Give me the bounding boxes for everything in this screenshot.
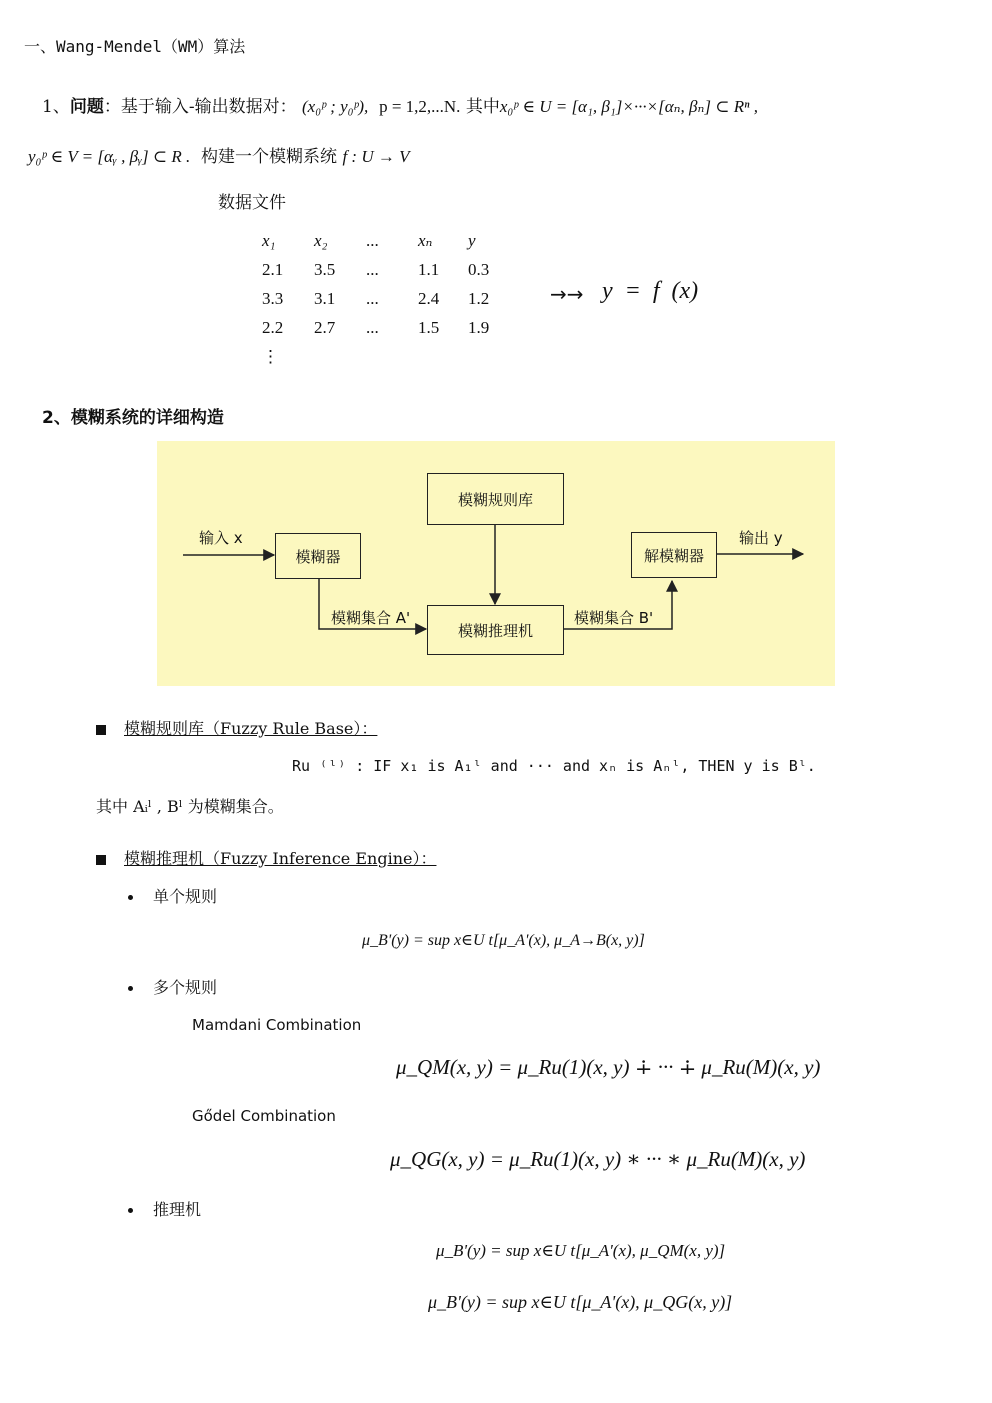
table-continuation-row	[262, 342, 520, 371]
table-cell: 1.1	[418, 259, 440, 279]
input-label: 输入 x	[199, 529, 243, 547]
table-cell: 0.3	[468, 259, 490, 279]
table-row	[262, 313, 520, 342]
problem-line-1	[42, 92, 758, 117]
engine-formula-1: μ_B'(y) = sup x∈U t[μ_A'(x), μ_QM(x, y)]	[436, 1241, 726, 1260]
fuzzy-set-b-label: 模糊集合 B'	[574, 609, 654, 627]
y-domain: y₀ᵖ ∈ V = [αᵧ , βᵧ] ⊂ R .	[28, 147, 191, 166]
engine-item	[128, 1197, 201, 1220]
result-formula: y = f (x)	[602, 278, 699, 304]
mamdani-label: Mamdani Combination	[192, 1016, 362, 1034]
single-rule-item	[128, 884, 217, 907]
datafile-label: 数据文件	[218, 193, 286, 213]
godel-formula: μ_QG(x, y) = μ_Ru(1)(x, y) ∗ ··· ∗ μ_Ru(M)(x, y)	[390, 1147, 806, 1171]
table-cell: 2.4	[418, 288, 440, 308]
double-arrow-icon: →→	[550, 282, 584, 306]
rule-base-item	[96, 716, 377, 739]
table-cell: 2.1	[262, 259, 284, 279]
construct-text: 构建一个模糊系统	[201, 147, 338, 167]
square-bullet-icon	[96, 855, 106, 865]
vertical-ellipsis: ⋮	[262, 346, 279, 366]
data-pair: (x₀ᵖ ; y₀ᵖ),	[301, 97, 369, 116]
table-cell: ...	[366, 317, 379, 337]
p-range: p = 1,2,...N.	[379, 97, 461, 116]
problem-label: 问题	[69, 97, 104, 117]
col-header: x₁	[262, 230, 276, 250]
dot-bullet-icon	[128, 986, 133, 991]
inference-engine-box: 模糊推理机	[427, 605, 564, 655]
section-2-heading: 2、模糊系统的详细构造	[42, 408, 224, 428]
table-cell: ...	[366, 259, 379, 279]
table-cell: 3.5	[314, 259, 336, 279]
multi-rule-item	[128, 975, 217, 998]
x-domain: x₀ᵖ ∈ U = [α₁, β₁]×···×[αₙ, βₙ] ⊂ Rⁿ ,	[499, 97, 758, 116]
table-header-row	[262, 226, 520, 255]
rule-formula: Ru ⁽ˡ⁾ : IF x₁ is A₁ˡ and ··· and xₙ is Aₙˡ, THEN y is Bˡ.	[292, 757, 816, 775]
col-header: xₙ	[418, 230, 433, 250]
output-label: 输出 y	[739, 529, 783, 547]
godel-label: Gődel Combination	[192, 1107, 336, 1125]
dot-bullet-icon	[128, 1208, 133, 1213]
problem-number: 1、	[42, 97, 70, 117]
table-cell: 1.5	[418, 317, 440, 337]
mamdani-formula: μ_QM(x, y) = μ_Ru(1)(x, y) ∔ ··· ∔ μ_Ru(M)(x, y)	[396, 1055, 821, 1079]
problem-line-2	[28, 142, 410, 167]
table-cell: 3.1	[314, 288, 336, 308]
col-header: ...	[366, 230, 379, 250]
inference-title: 模糊推理机（Fuzzy Inference Engine）：	[124, 849, 437, 868]
table-cell: 1.2	[468, 288, 490, 308]
data-table	[262, 226, 520, 371]
defuzzifier-box: 解模糊器	[631, 532, 717, 578]
fuzzifier-box: 模糊器	[275, 533, 361, 579]
engine-label: 推理机	[153, 1200, 202, 1219]
rule-base-title: 模糊规则库（Fuzzy Rule Base）：	[124, 719, 378, 738]
rule-note: 其中 Aᵢˡ , Bˡ 为模糊集合。	[96, 797, 284, 816]
table-cell: ...	[366, 288, 379, 308]
table-row	[262, 255, 520, 284]
table-row	[262, 284, 520, 313]
table-cell: 2.7	[314, 317, 336, 337]
rule-base-box: 模糊规则库	[427, 473, 564, 525]
fuzzy-system-diagram	[157, 441, 835, 686]
engine-formula-2: μ_B'(y) = sup x∈U t[μ_A'(x), μ_QG(x, y)]	[428, 1292, 733, 1312]
multi-rule-label: 多个规则	[153, 978, 218, 997]
col-header: y	[468, 230, 476, 250]
section-1-heading: 一、Wang-Mendel（WM）算法	[24, 37, 246, 56]
square-bullet-icon	[96, 725, 106, 735]
single-rule-label: 单个规则	[153, 887, 218, 906]
fuzzy-set-a-label: 模糊集合 A'	[331, 609, 411, 627]
single-rule-formula: μ_B'(y) = sup x∈U t[μ_A'(x), μ_A→B(x, y)]	[362, 932, 645, 949]
where-text: 其中	[465, 97, 500, 117]
f-mapping: f : U → V	[342, 147, 410, 166]
dot-bullet-icon	[128, 895, 133, 900]
table-cell: 3.3	[262, 288, 284, 308]
table-cell: 1.9	[468, 317, 490, 337]
inference-item	[96, 846, 436, 869]
problem-text: ：基于输入-输出数据对：	[103, 97, 297, 117]
table-cell: 2.2	[262, 317, 284, 337]
col-header: x₂	[314, 230, 328, 250]
